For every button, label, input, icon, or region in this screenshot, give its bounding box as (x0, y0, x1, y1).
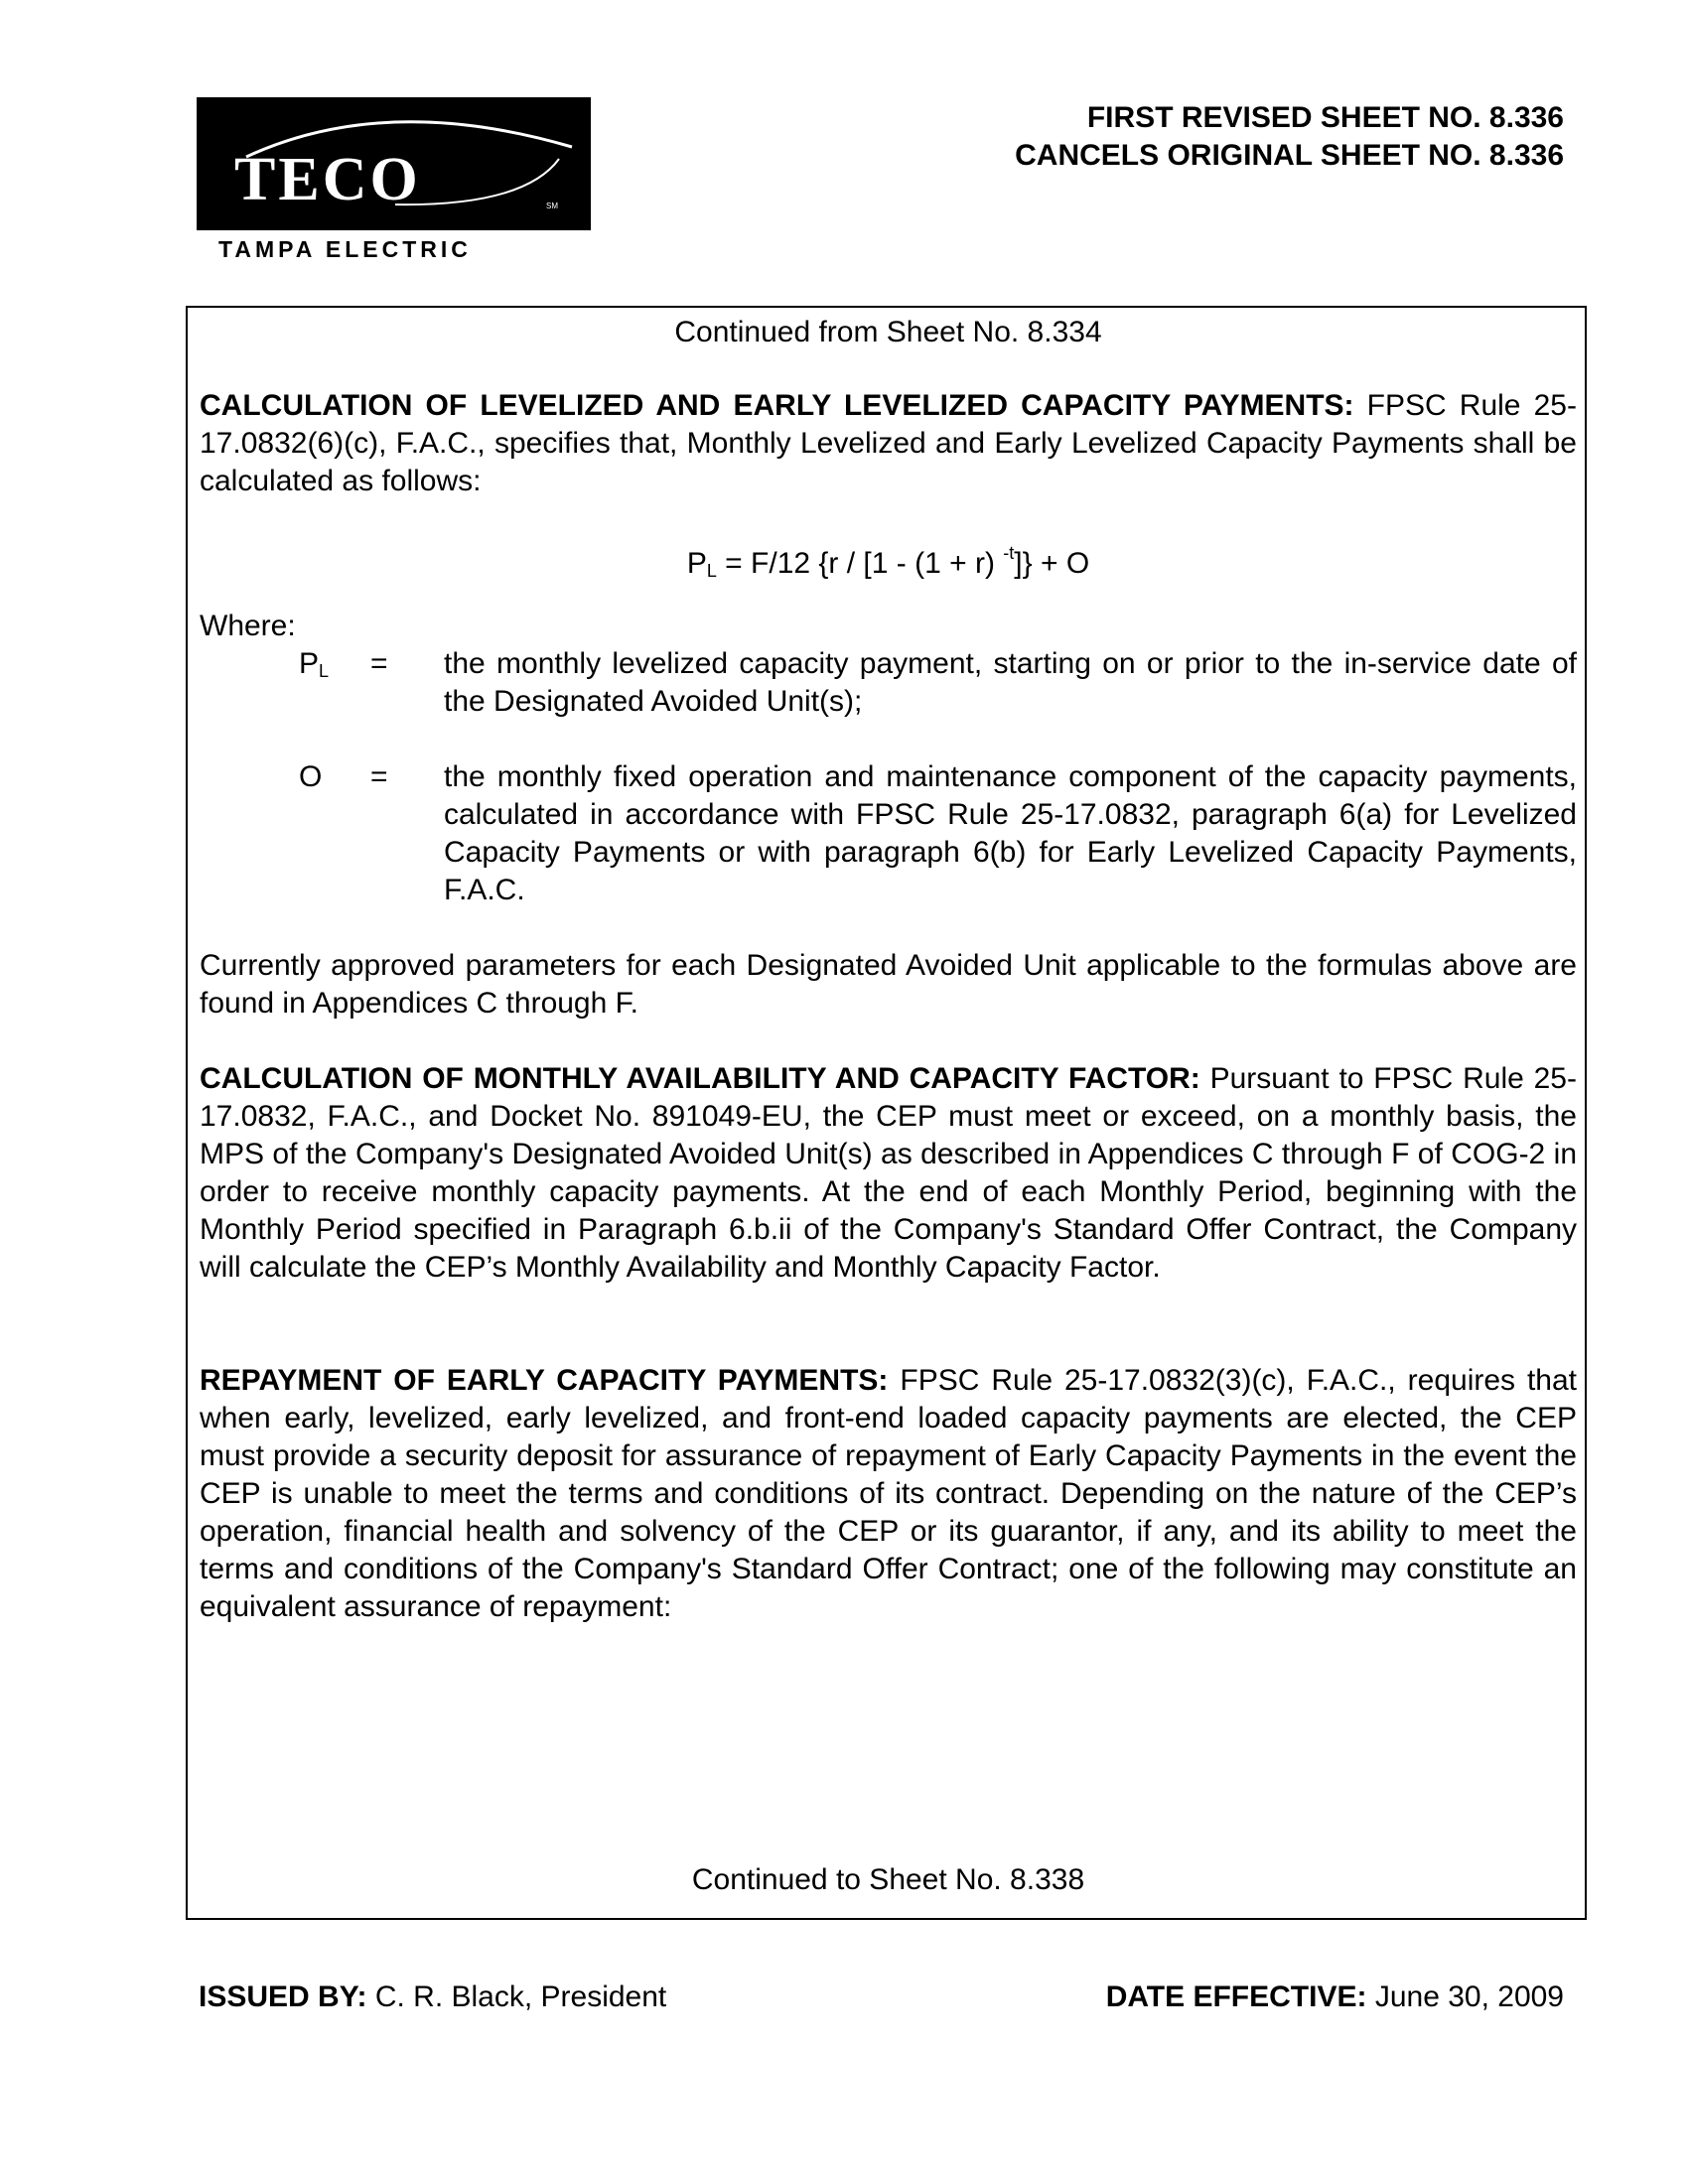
availability-factor-paragraph (200, 1060, 1577, 1287)
definition-text-pl: the monthly levelized capacity payment, starting on or prior to the in-service date of the Designated Avoided Unit(s); (444, 647, 1577, 718)
levelized-payments-heading: CALCULATION OF LEVELIZED AND EARLY LEVELIZED CAPACITY PAYMENTS: (200, 389, 1354, 422)
formula-lhs-subscript: L (706, 561, 717, 581)
availability-factor-text: Pursuant to FPSC Rule 25-17.0832, F.A.C., and Docket No. 891049-EU, the CEP must meet or exceed, on a monthly basis, the MPS of the Company's Designated Avoided Unit(s) as described in Appendices C through F of COG-2 in order to receive monthly capacity payments. At the end of each Monthly Period, beginning with the Monthly Period specified in Paragraph 6.b.ii of the Company's Standard Offer Contract, the Company will calculate the CEP’s Monthly Availability and Monthly Capacity Factor. (200, 1062, 1577, 1284)
sheet-header (1015, 99, 1564, 175)
availability-factor-heading: CALCULATION OF MONTHLY AVAILABILITY AND CAPACITY FACTOR: (200, 1062, 1200, 1095)
levelized-payment-formula (200, 534, 1577, 590)
teco-logo-mark (197, 97, 591, 230)
issued-by-value: C. R. Black, President (374, 1980, 667, 2013)
repayment-heading: REPAYMENT OF EARLY CAPACITY PAYMENTS: (200, 1364, 889, 1397)
continued-from: Continued from Sheet No. 8.334 (674, 316, 1102, 348)
levelized-payments-text: FPSC Rule 25-17.0832(6)(c), F.A.C., specifies that, Monthly Levelized and Early Levelized Capacity Payments shall be calculated as follows: (200, 389, 1577, 497)
formula-lhs: P (686, 547, 707, 580)
definition-equals: = (370, 760, 388, 793)
definition-subscript: L (319, 661, 330, 681)
issued-by-label: ISSUED BY: (199, 1980, 367, 2013)
sheet-number: FIRST REVISED SHEET NO. 8.336 (1086, 101, 1564, 134)
logo-service-mark: SM (546, 202, 558, 210)
definition-equals: = (370, 647, 388, 680)
date-effective-label: DATE EFFECTIVE: (1105, 1980, 1367, 2013)
repayment-text: FPSC Rule 25-17.0832(3)(c), F.A.C., requires that when early, levelized, early levelized, and front-end loaded capacity payments are elected, the CEP must provide a security deposit for assurance of repayment of Early Capacity Payments in the event the CEP is unable to meet the terms and conditions of its contract. Depending on the nature of the CEP’s operation, financial health and solvency of the CEP or its guarantor, if any, and its ability to meet the terms and conditions of the Company's Standard Offer Contract; one of the following may constitute an equivalent assurance of repayment: (200, 1364, 1578, 1623)
levelized-payments-paragraph (200, 387, 1577, 500)
date-effective (1106, 1980, 1564, 2014)
repayment-paragraph (200, 1362, 1577, 1626)
definition-text-o: the monthly fixed operation and maintenance component of the capacity payments, calculated in accordance with FPSC Rule 25-17.0832, paragraph 6(a) for Levelized Capacity Payments or with paragraph 6(b) for Early Levelized Capacity Payments, F.A.C. (444, 760, 1577, 906)
definition-symbol: P (299, 647, 320, 680)
definition-symbol-o: O (299, 760, 323, 793)
parameters-note: Currently approved parameters for each Designated Avoided Unit applicable to the formulas above are found in Appendices C through F. (200, 949, 1577, 1020)
formula-end: ]} + O (1014, 547, 1090, 580)
logo-wordmark: TECO (234, 146, 421, 213)
tariff-content-box (186, 306, 1587, 1920)
formula-exponent: -t (1003, 543, 1015, 563)
formula-body: = F/12 {r / [1 - (1 + r) (716, 547, 1004, 580)
teco-logo (197, 97, 591, 230)
issued-by (199, 1980, 666, 2014)
logo-tagline: TAMPA ELECTRIC (218, 236, 472, 262)
definition-symbol-pl (299, 645, 329, 690)
where-label: Where: (200, 610, 296, 642)
continued-to: Continued to Sheet No. 8.338 (691, 1863, 1085, 1896)
date-effective-value: June 30, 2009 (1374, 1980, 1564, 2013)
cancels-sheet: CANCELS ORIGINAL SHEET NO. 8.336 (1015, 139, 1564, 172)
